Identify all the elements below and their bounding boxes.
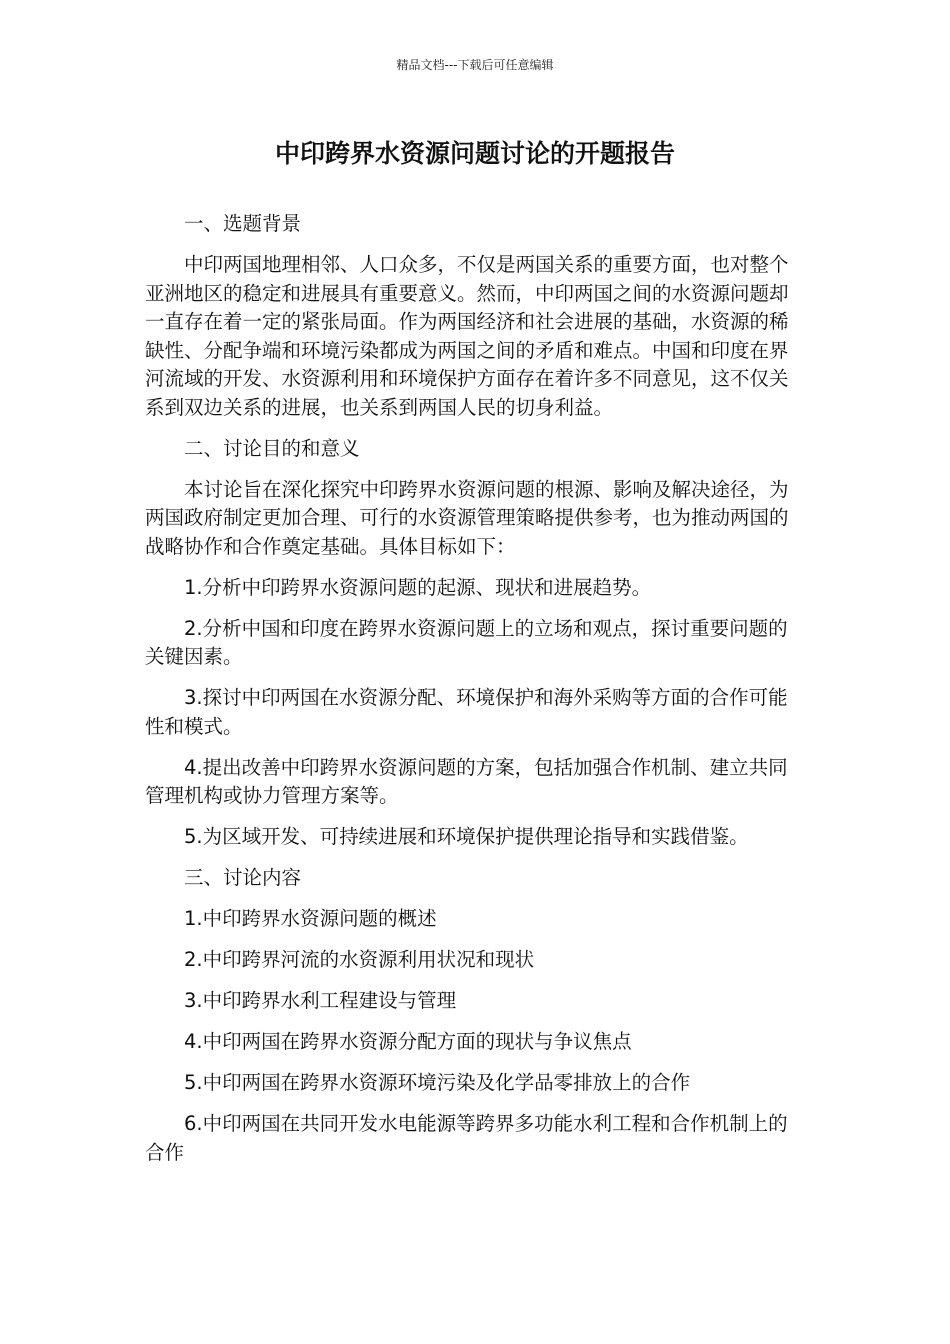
content-item-3: 3.中印跨界水利工程建设与管理 xyxy=(184,989,457,1012)
background-paragraph: 中印两国地理相邻、人口众多，不仅是两国关系的重要方面，也对整个亚洲地区的稳定和进展具有重要意义。然而，中印两国之间的水资源问题却一直存在着一定的紧张局面。作为两国经济和社会进展的基础，水资源的稀缺性、分配争端和环境污染都成为两国之间的矛盾和难点。中国和印度在界河流域的开发、水资源利用和环境保护方面存在着许多不同意见，这不仅关系到双边关系的进展，也关系到两国人民的切身利益。 xyxy=(145,253,789,419)
document-title: 中印跨界水资源问题讨论的开题报告 xyxy=(274,139,675,168)
purpose-item-3: 3.探讨中印两国在水资源分配、环境保护和海外采购等方面的合作可能性和模式。 xyxy=(145,686,788,738)
content-item-6: 6.中印两国在共同开发水电能源等跨界多功能水利工程和合作机制上的合作 xyxy=(145,1112,788,1164)
purpose-item-2: 2.分析中国和印度在跨界水资源问题上的立场和观点，探讨重要问题的关键因素。 xyxy=(145,616,788,668)
header-note: 精品文档---下载后可任意编辑 xyxy=(396,58,554,72)
purpose-item-5: 5.为区域开发、可持续进展和环境保护提供理论指导和实践借鉴。 xyxy=(184,825,749,848)
purpose-paragraph: 本讨论旨在深化探究中印跨界水资源问题的根源、影响及解决途径，为两国政府制定更加合理、可行的水资源管理策略提供参考，也为推动两国的战略协作和合作奠定基础。具体目标如下： xyxy=(145,477,789,558)
content-item-2: 2.中印跨界河流的水资源利用状况和现状 xyxy=(184,948,535,971)
document-body xyxy=(145,210,805,1180)
content-item-1: 1.中印跨界水资源问题的概述 xyxy=(184,907,437,930)
purpose-item-4: 4.提出改善中印跨界水资源问题的方案，包括加强合作机制、建立共同管理机构或协力管理方案等。 xyxy=(145,755,788,807)
section-heading-purpose: 二、讨论目的和意义 xyxy=(184,436,360,460)
content-item-4: 4.中印两国在跨界水资源分配方面的现状与争议焦点 xyxy=(184,1030,632,1053)
content-item-5: 5.中印两国在跨界水资源环境污染及化学品零排放上的合作 xyxy=(184,1071,691,1094)
purpose-item-1: 1.分析中印跨界水资源问题的起源、现状和进展趋势。 xyxy=(184,575,652,599)
section-heading-background: 一、选题背景 xyxy=(184,212,302,235)
section-heading-content: 三、讨论内容 xyxy=(184,866,302,889)
